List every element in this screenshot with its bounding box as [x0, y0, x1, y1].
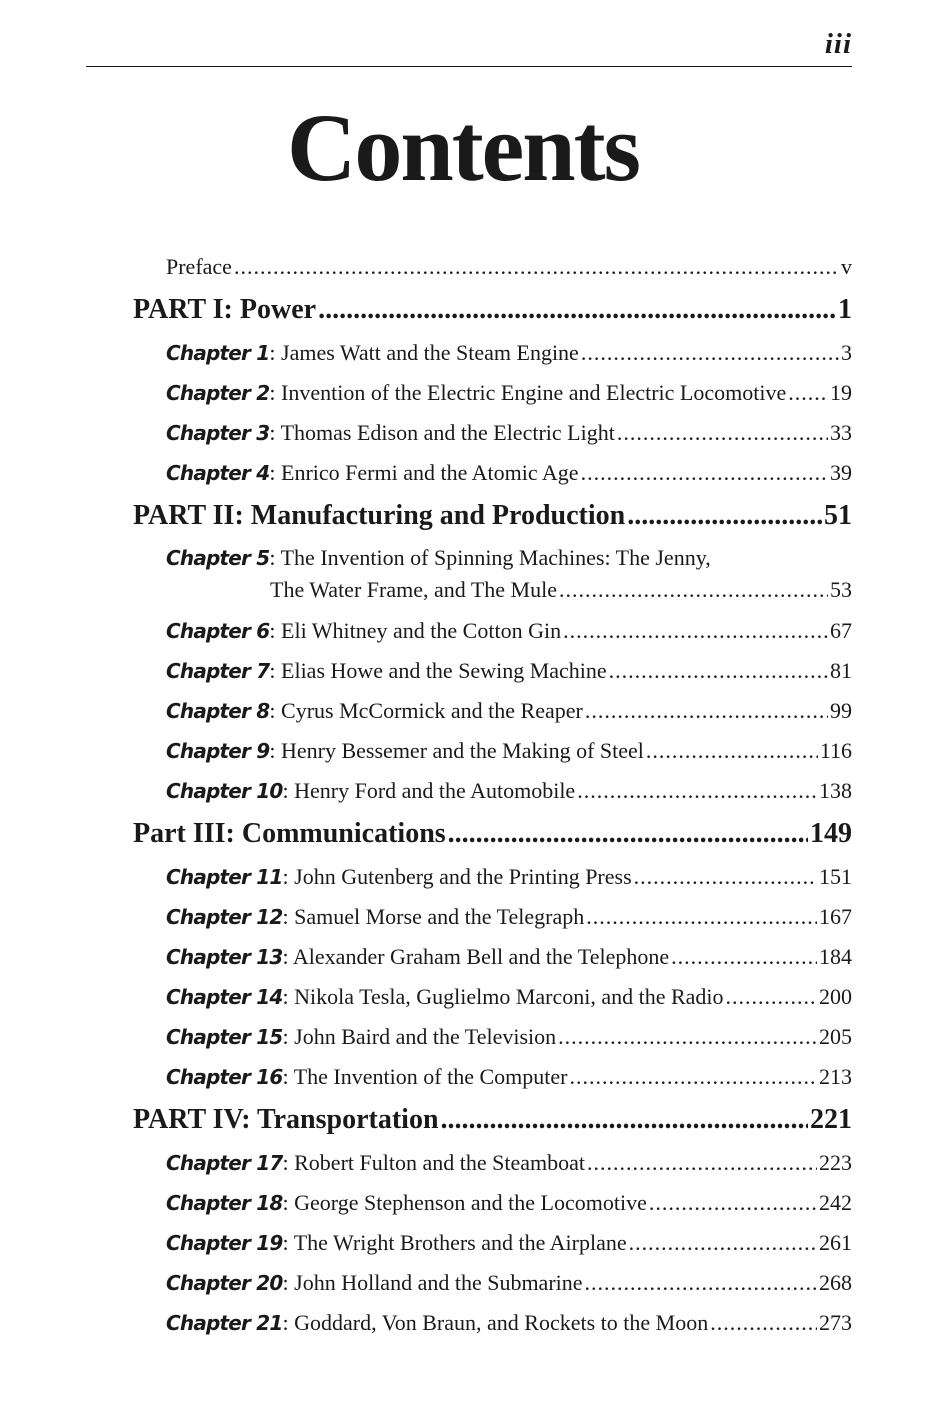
toc-chapter-7[interactable] — [166, 658, 852, 684]
toc-page-number: 3 — [841, 340, 852, 365]
chapter-tag: Chapter 7 — [166, 659, 270, 683]
page-title: Contents — [286, 94, 639, 201]
toc-chapter-10[interactable] — [166, 778, 852, 804]
chapter-tag: Chapter 18 — [166, 1191, 283, 1215]
chapter-tag: Chapter 2 — [166, 381, 270, 405]
dot-leader — [577, 778, 817, 804]
dot-leader — [710, 1310, 817, 1336]
toc-page-number: 39 — [830, 460, 852, 485]
chapter-title: : Cyrus McCormick and the Reaper — [269, 698, 583, 723]
dot-leader — [318, 294, 836, 326]
chapter-title: : The Wright Brothers and the Airplane — [282, 1230, 627, 1255]
dot-leader — [569, 1064, 817, 1090]
toc-page-number: 67 — [830, 618, 852, 643]
toc-chapter-8[interactable] — [166, 698, 852, 724]
toc-page-number: 1 — [838, 294, 852, 325]
toc-chapter-3[interactable] — [166, 420, 852, 446]
toc-page-number: 138 — [819, 778, 852, 803]
toc-chapter-5-line-1[interactable] — [166, 545, 711, 571]
toc-page-number: 99 — [830, 698, 852, 723]
toc-chapter-14[interactable] — [166, 984, 852, 1010]
chapter-tag: Chapter 5 — [166, 546, 270, 570]
toc-page-number: 149 — [810, 818, 852, 849]
toc-page-number: 51 — [824, 500, 852, 531]
chapter-tag: Chapter 4 — [166, 461, 270, 485]
part-label: PART IV: Transportation — [133, 1104, 439, 1135]
dot-leader — [441, 1104, 808, 1136]
toc-chapter-16[interactable] — [166, 1064, 852, 1090]
dot-leader — [609, 658, 828, 684]
chapter-title: : Enrico Fermi and the Atomic Age — [269, 460, 579, 485]
chapter-title: : James Watt and the Steam Engine — [269, 340, 579, 365]
toc-chapter-18[interactable] — [166, 1190, 852, 1216]
dot-leader — [585, 1270, 817, 1296]
dot-leader — [788, 380, 828, 406]
dot-leader — [617, 420, 828, 446]
chapter-tag: Chapter 14 — [166, 985, 283, 1009]
toc-page-number: 273 — [819, 1310, 852, 1335]
dot-leader — [649, 1190, 817, 1216]
part-label: PART I: Power — [133, 294, 317, 325]
toc-chapter-12[interactable] — [166, 904, 852, 930]
chapter-tag: Chapter 13 — [166, 945, 283, 969]
dot-leader — [559, 577, 828, 603]
toc-page-number: 81 — [830, 658, 852, 683]
dot-leader — [586, 904, 817, 930]
toc-page-number: 242 — [819, 1190, 852, 1215]
chapter-title: : John Baird and the Television — [282, 1024, 557, 1049]
chapter-title: : Robert Fulton and the Steamboat — [282, 1150, 585, 1175]
toc-chapter-20[interactable] — [166, 1270, 852, 1296]
toc-page-number: 151 — [819, 864, 852, 889]
toc-chapter-15[interactable] — [166, 1024, 852, 1050]
chapter-tag: Chapter 19 — [166, 1231, 283, 1255]
chapter-tag: Chapter 20 — [166, 1271, 283, 1295]
dot-leader — [581, 340, 839, 366]
page-number: iii — [824, 28, 852, 60]
dot-leader — [634, 864, 817, 890]
toc-part-3[interactable] — [133, 818, 852, 850]
toc-chapter-6[interactable] — [166, 618, 852, 644]
dot-leader — [585, 698, 828, 724]
dot-leader — [234, 254, 839, 280]
chapter-tag: Chapter 6 — [166, 619, 270, 643]
chapter-tag: Chapter 12 — [166, 905, 283, 929]
toc-page-number: 261 — [819, 1230, 852, 1255]
toc-page-number: 213 — [819, 1064, 852, 1089]
toc-page-number: 33 — [830, 420, 852, 445]
dot-leader — [627, 500, 822, 532]
chapter-tag: Chapter 8 — [166, 699, 270, 723]
toc-chapter-9[interactable] — [166, 738, 852, 764]
toc-chapter-21[interactable] — [166, 1310, 852, 1336]
chapter-title: : Elias Howe and the Sewing Machine — [269, 658, 607, 683]
chapter-title: : Nikola Tesla, Guglielmo Marconi, and the Radio — [282, 984, 724, 1009]
dot-leader — [581, 460, 828, 486]
toc-page-number: 184 — [819, 944, 852, 969]
chapter-tag: Chapter 21 — [166, 1311, 283, 1335]
toc-page-number: 205 — [819, 1024, 852, 1049]
chapter-title: : Samuel Morse and the Telegraph — [282, 904, 585, 929]
chapter-tag: Chapter 10 — [166, 779, 283, 803]
chapter-title: : John Gutenberg and the Printing Press — [282, 864, 632, 889]
chapter-title: : The Invention of the Computer — [282, 1064, 568, 1089]
chapter-title: : Henry Bessemer and the Making of Steel — [269, 738, 644, 763]
toc-chapter-4[interactable] — [166, 460, 852, 486]
chapter-title: : George Stephenson and the Locomotive — [282, 1190, 647, 1215]
toc-page-number: 116 — [819, 738, 852, 763]
toc-chapter-1[interactable] — [166, 340, 852, 366]
toc-entry-label: Preface — [166, 254, 232, 279]
dot-leader — [587, 1150, 817, 1176]
chapter-title-continued: The Water Frame, and The Mule — [270, 577, 557, 602]
toc-part-4[interactable] — [133, 1104, 852, 1136]
toc-entry-preface[interactable] — [166, 254, 852, 280]
toc-page-number: 200 — [819, 984, 852, 1009]
dot-leader — [558, 1024, 817, 1050]
toc-part-1[interactable] — [133, 294, 852, 326]
part-label: Part III: Communications — [133, 818, 446, 849]
chapter-tag: Chapter 15 — [166, 1025, 283, 1049]
toc-page-number: 221 — [810, 1104, 852, 1135]
toc-chapter-11[interactable] — [166, 864, 852, 890]
chapter-title: : John Holland and the Submarine — [282, 1270, 583, 1295]
chapter-title: : The Invention of Spinning Machines: The Jenny, — [269, 545, 711, 570]
toc-page-number: v — [841, 254, 852, 279]
chapter-title: : Thomas Edison and the Electric Light — [269, 420, 615, 445]
toc-chapter-2[interactable] — [166, 380, 852, 406]
chapter-title: : Eli Whitney and the Cotton Gin — [269, 618, 562, 643]
toc-chapter-19[interactable] — [166, 1230, 852, 1256]
dot-leader — [646, 738, 818, 764]
chapter-tag: Chapter 16 — [166, 1065, 283, 1089]
chapter-tag: Chapter 17 — [166, 1151, 283, 1175]
toc-chapter-13[interactable] — [166, 944, 852, 970]
chapter-title: : Invention of the Electric Engine and Electric Locomotive — [269, 380, 787, 405]
header-rule — [86, 66, 852, 67]
dot-leader — [563, 618, 828, 644]
toc-chapter-17[interactable] — [166, 1150, 852, 1176]
dot-leader — [448, 818, 808, 850]
part-label: PART II: Manufacturing and Production — [133, 500, 626, 531]
toc-page-number: 19 — [830, 380, 852, 405]
dot-leader — [629, 1230, 817, 1256]
chapter-tag: Chapter 11 — [166, 865, 283, 889]
toc-page-number: 53 — [830, 577, 852, 602]
toc-page-number: 223 — [819, 1150, 852, 1175]
chapter-title: : Henry Ford and the Automobile — [282, 778, 576, 803]
toc-page-number: 268 — [819, 1270, 852, 1295]
chapter-tag: Chapter 3 — [166, 421, 270, 445]
chapter-tag: Chapter 9 — [166, 739, 270, 763]
toc-page-number: 167 — [819, 904, 852, 929]
chapter-title: : Goddard, Von Braun, and Rockets to the Moon — [282, 1310, 709, 1335]
toc-chapter-5-line-2[interactable] — [270, 577, 852, 603]
dot-leader — [726, 984, 817, 1010]
chapter-tag: Chapter 1 — [166, 341, 270, 365]
toc-part-2[interactable] — [133, 500, 852, 532]
dot-leader — [671, 944, 817, 970]
chapter-title: : Alexander Graham Bell and the Telephone — [282, 944, 670, 969]
